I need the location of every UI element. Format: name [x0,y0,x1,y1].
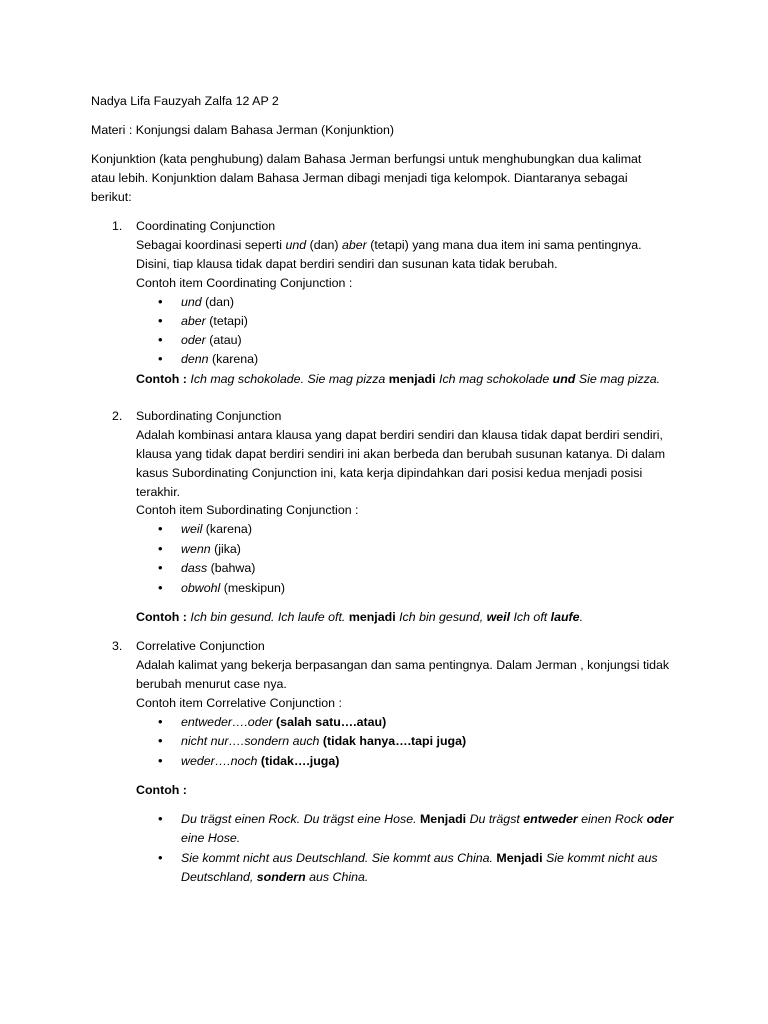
section-3-title: Correlative Conjunction [136,639,265,653]
section-1-items-title: Contoh item Coordinating Conjunction : [136,276,353,290]
list-item: denn (karena) [181,352,259,366]
bullet-icon: • [158,753,163,768]
bullet-icon: • [158,850,163,865]
intro-line-2: atau lebih. Konjunktion dalam Bahasa Jerman dibagi menjadi tiga kelompok. Diantaranya sebagai [91,171,628,185]
bullet-icon: • [158,714,163,729]
bullet-icon: • [158,351,163,366]
bullet-icon: • [158,294,163,309]
section-1-number: 1. [112,219,123,233]
section-3-number: 3. [112,639,123,653]
section-1-title: Coordinating Conjunction [136,219,276,233]
section-2-items-title: Contoh item Subordinating Conjunction : [136,503,359,517]
materi-line: Materi : Konjungsi dalam Bahasa Jerman (Konjunktion) [91,123,395,137]
bullet-icon: • [158,580,163,595]
bullet-icon: • [158,811,163,826]
bullet-icon: • [158,541,163,556]
section-2-title: Subordinating Conjunction [136,409,282,423]
section-2-desc-4: terakhir. [136,485,181,499]
bullet-icon: • [158,521,163,536]
section-3-desc-2: berubah menurut case nya. [136,677,287,691]
section-1-desc-2: Disini, tiap klausa tidak dapat berdiri sendiri dan susunan kata tidak berubah. [136,257,558,271]
section-3-items-title: Contoh item Correlative Conjunction : [136,696,342,710]
section-3-desc-1: Adalah kalimat yang bekerja berpasangan dan sama pentingnya. Dalam Jerman , konjungsi tidak [136,658,670,672]
list-item: weder….noch (tidak….juga) [181,754,340,768]
section-2-desc-2: klausa yang tidak dapat berdiri sendiri ini akan berbeda dan berubah susunan katanya. Di dalam [136,447,666,461]
bullet-icon: • [158,733,163,748]
intro-line-1: Konjunktion (kata penghubung) dalam Bahasa Jerman berfungsi untuk menghubungkan dua kalimat [91,152,642,166]
list-item: dass (bahwa) [181,561,256,575]
bullet-icon: • [158,313,163,328]
section-2-example: Contoh : Ich bin gesund. Ich laufe oft. menjadi Ich bin gesund, weil Ich oft laufe. [136,610,584,624]
section-2-number: 2. [112,409,123,423]
bullet-icon: • [158,332,163,347]
section-1-example: Contoh : Ich mag schokolade. Sie mag pizza menjadi Ich mag schokolade und Sie mag pizza. [136,372,661,386]
section-3-example-label: Contoh : [136,783,187,797]
list-item: nicht nur….sondern auch (tidak hanya….tapi juga) [181,734,467,748]
example-item: Du trägst einen Rock. Du trägst eine Hose. Menjadi Du trägst entweder einen Rock oder eine Hose. [181,812,674,845]
intro-line-3: berikut: [91,190,132,204]
list-item: entweder….oder (salah satu….atau) [181,715,387,729]
list-item: oder (atau) [181,333,242,347]
author-line: Nadya Lifa Fauzyah Zalfa 12 AP 2 [91,94,279,108]
example-item: Sie kommt nicht aus Deutschland. Sie kommt aus China. Menjadi Sie kommt nicht aus Deutschland, sondern aus China. [181,851,658,884]
list-item: aber (tetapi) [181,314,248,328]
list-item: wenn (jika) [181,542,241,556]
bullet-icon: • [158,560,163,575]
list-item: obwohl (meskipun) [181,581,285,595]
section-2-desc-1: Adalah kombinasi antara klausa yang dapat berdiri sendiri dan klausa tidak dapat berdiri sendiri, [136,428,663,442]
list-item: und (dan) [181,295,235,309]
list-item: weil (karena) [181,522,252,536]
section-2-desc-3: kasus Subordinating Conjunction ini, kata kerja dipindahkan dari posisi kedua menjadi posisi [136,466,643,480]
section-1-desc-1: Sebagai koordinasi seperti und (dan) aber (tetapi) yang mana dua item ini sama pentingnya. [136,238,642,252]
